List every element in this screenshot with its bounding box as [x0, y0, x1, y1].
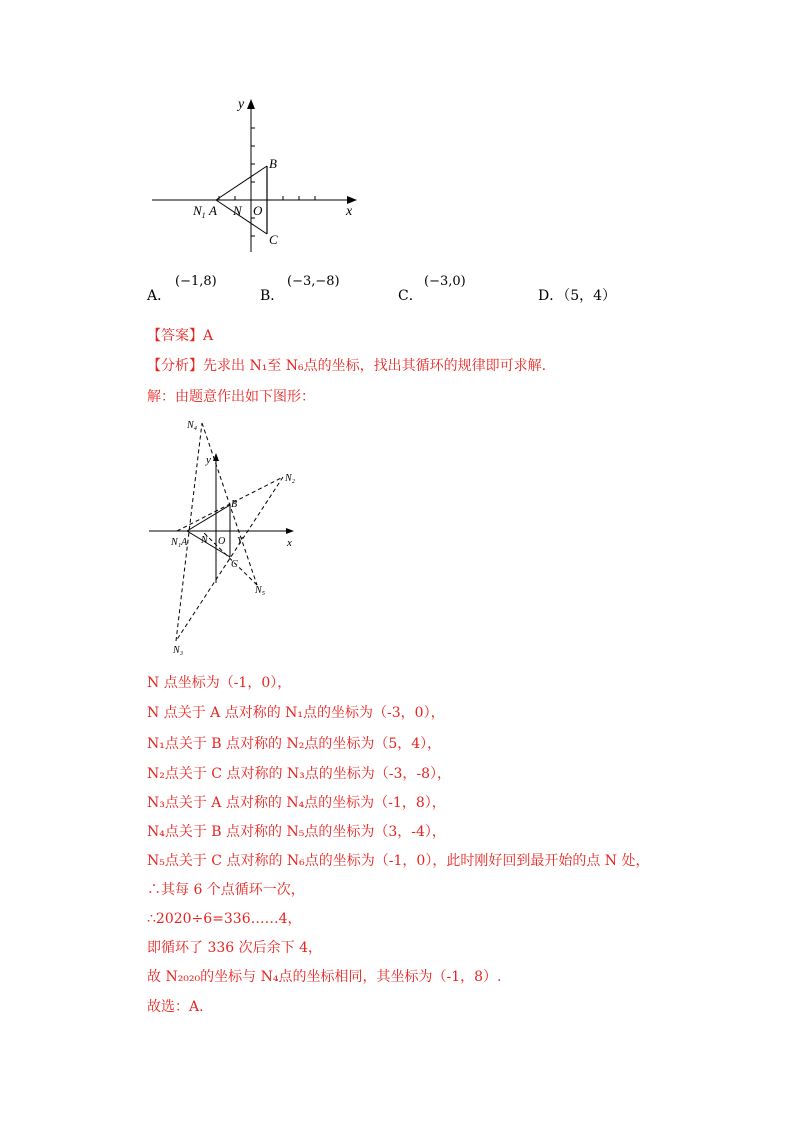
label-N: N	[233, 203, 242, 218]
y-axis-arrow	[247, 99, 255, 109]
label-A: A	[209, 203, 217, 218]
step-line: 故选：A.	[147, 999, 204, 1015]
label-y: y	[206, 454, 211, 466]
step-line: ∴2020÷6=336……4，	[147, 911, 302, 927]
step-line: 故 N₂₀₂₀的坐标与 N₄点的坐标相同，其坐标为（-1，8）.	[147, 969, 502, 985]
label-B: B	[269, 156, 277, 171]
step-line: N 点关于 A 点对称的 N₁点的坐标为（-3，0），	[147, 705, 445, 721]
label-C: C	[231, 559, 238, 570]
analysis-text: 先求出 N₁至 N₆点的坐标，找出其循环的规律即可求解.	[203, 358, 547, 374]
answer-text: A	[203, 328, 214, 344]
step-line: N₁点关于 B 点对称的 N₂点的坐标为（5，4），	[147, 736, 442, 752]
label-y: y	[238, 97, 245, 112]
option-a-letter: A．	[147, 288, 172, 304]
answer-tag: 【答案】	[147, 328, 203, 344]
x-axis-arrow	[286, 528, 294, 534]
step-line: N₂点关于 C 点对称的 N₃点的坐标为（-3，-8），	[147, 766, 452, 782]
label-N4: N₄	[187, 420, 198, 431]
label-C: C	[269, 232, 278, 247]
step-line: 即循环了 336 次后余下 4，	[147, 940, 322, 956]
option-d	[538, 286, 616, 306]
y-axis-ticks	[251, 128, 255, 236]
option-b-letter: B．	[260, 288, 285, 304]
figure-1-coordinate-diagram	[150, 94, 365, 254]
label-B: B	[231, 499, 238, 510]
option-d-letter: D．	[538, 288, 564, 304]
option-b-value: (−3,−8)	[287, 274, 340, 289]
segment-AB	[187, 505, 230, 531]
option-d-value: （5，4）	[563, 288, 617, 304]
analysis-tag: 【分析】	[147, 358, 203, 374]
step-line: N₃点关于 A 点对称的 N₄点的坐标为（-1，8），	[147, 795, 446, 811]
figure-2-symmetry-diagram	[145, 415, 310, 660]
option-a-value: (−1,8)	[175, 274, 217, 289]
label-N2: N₂	[285, 473, 296, 484]
label-x: x	[287, 537, 292, 549]
option-c-letter: C．	[398, 288, 423, 304]
label-N1A: N₁A	[171, 537, 188, 548]
step-line: ∴其每 6 个点循环一次，	[147, 882, 305, 898]
analysis-line	[147, 356, 546, 376]
segment-AB	[216, 166, 267, 200]
solution-intro: 解：由题意作出如下图形：	[147, 389, 315, 405]
label-x: x	[346, 204, 353, 219]
label-N: N	[201, 535, 208, 546]
label-N3: N₃	[173, 645, 184, 656]
step-line: N₄点关于 B 点对称的 N₅点的坐标为（3，-4），	[147, 824, 446, 840]
label-O: O	[253, 203, 263, 218]
step-line: N 点坐标为（-1，0），	[147, 675, 292, 691]
answer-line	[147, 326, 213, 346]
label-Y: Y	[237, 536, 243, 547]
x-axis-arrow	[347, 196, 357, 204]
label-O: O	[218, 536, 226, 547]
step-line: N₅点关于 C 点对称的 N₆点的坐标为（-1，0），此时刚好回到最开始的点 N 处，	[147, 853, 650, 869]
option-c-value: (−3,0)	[424, 274, 466, 289]
label-N1: $N_1$	[193, 203, 206, 220]
label-N5: N₅	[255, 585, 266, 596]
